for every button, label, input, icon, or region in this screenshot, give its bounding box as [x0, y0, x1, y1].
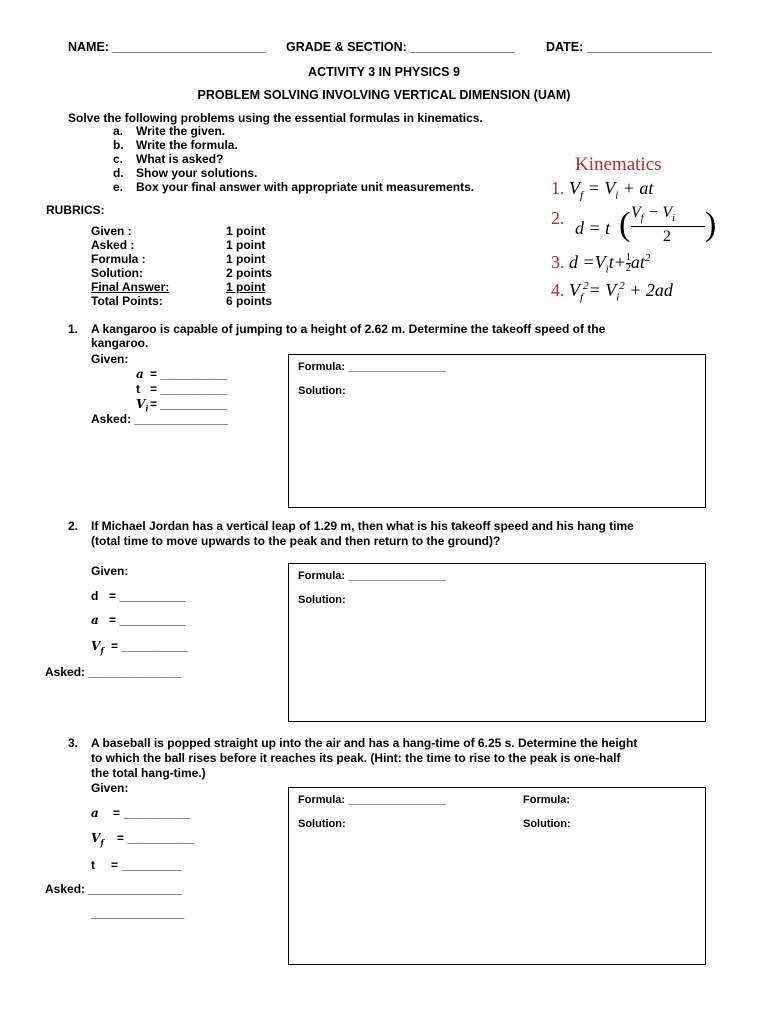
rubric-row: Formula : 1 point — [91, 252, 266, 266]
rubric-row: Given : 1 point — [91, 224, 266, 238]
list-item: b. Write the formula. — [113, 138, 238, 152]
problem-3-number: 3. — [68, 736, 79, 750]
problem-2-asked: Asked: ______________ — [45, 665, 182, 679]
problem-1-text-line2: kangaroo. — [91, 336, 149, 350]
list-item: e. Box your final answer with appropriate unit measurements. — [113, 180, 475, 194]
formula-label: Formula: ________________ — [298, 361, 446, 373]
grade-section-field-label: GRADE & SECTION: _______________ — [286, 40, 515, 54]
date-field-label: DATE: __________________ — [546, 40, 712, 54]
problem-3-asked: Asked: ______________ — [45, 882, 182, 896]
formula-label-2: Formula: — [523, 794, 571, 806]
equation-3: 3. $d =V_it+$ $\frac{1}{2}$ $at^2$ — [551, 252, 651, 276]
solution-label-2: Solution: — [523, 818, 571, 830]
equation-2: 2. d = t ( $V_f - V_i$ 2 ) — [551, 204, 717, 245]
problem-3-given-label: Given: — [91, 781, 129, 795]
kinematics-formula-panel — [545, 154, 745, 304]
problem-2-answer-box[interactable] — [288, 563, 706, 722]
given-row: $V_f$ = __________ — [91, 831, 195, 848]
final-answer-points: 1 point — [226, 280, 266, 294]
problem-3-text-line2: to which the ball rises before it reaches its peak. (Hint: the time to rise to the peak is one-half — [91, 751, 621, 765]
given-row: t = _________ — [91, 858, 182, 872]
given-row: t = __________ — [136, 382, 228, 396]
given-row: a = __________ — [91, 613, 187, 627]
problem-3-asked-line2: ______________ — [91, 906, 185, 920]
given-row: d = __________ — [91, 589, 187, 603]
kinematics-title: Kinematics — [575, 154, 662, 175]
rubric-row: Final Answer: — [91, 280, 170, 294]
problem-3-text-line1: A baseball is popped straight up into the air and has a hang-time of 6.25 s. Determine the height — [91, 736, 638, 750]
solution-label: Solution: — [298, 385, 346, 397]
list-item: c. What is asked? — [113, 152, 224, 166]
instructions-intro: Solve the following problems using the essential formulas in kinematics. — [68, 111, 483, 125]
name-field-label: NAME: ______________________ — [68, 40, 266, 54]
problem-2-text-line2: (total time to move upwards to the peak and then return to the ground)? — [91, 534, 501, 548]
problem-2-given-label: Given: — [91, 564, 129, 578]
equation-1: 1. $V_f = V_i$ + at — [551, 178, 654, 202]
list-item: a. Write the given. — [113, 124, 226, 138]
problem-1-text-line1: A kangaroo is capable of jumping to a height of 2.62 m. Determine the takeoff speed of the — [91, 322, 606, 336]
problem-1-given-label: Given: — [91, 352, 129, 366]
given-row: a = __________ — [136, 367, 228, 381]
problem-3-answer-box[interactable] — [288, 787, 706, 965]
problem-1-number: 1. — [68, 322, 79, 336]
formula-label: Formula: ________________ — [298, 794, 446, 806]
rubrics-table — [91, 224, 272, 308]
solution-label: Solution: — [298, 818, 346, 830]
page-subtitle: PROBLEM SOLVING INVOLVING VERTICAL DIMENSION (UAM) — [197, 88, 571, 102]
rubric-row: Total Points: 6 points — [91, 294, 273, 308]
problem-3-text-line3: the total hang-time.) — [91, 766, 206, 780]
rubric-row: Solution: 2 points — [91, 266, 273, 280]
page-title: ACTIVITY 3 IN PHYSICS 9 — [308, 65, 460, 79]
given-row: $V_i$ = __________ — [136, 397, 228, 414]
list-item: d. Show your solutions. — [113, 166, 258, 180]
problem-2-number: 2. — [68, 519, 79, 533]
rubric-row: Asked : 1 point — [91, 238, 266, 252]
rubrics-title: RUBRICS: — [46, 203, 105, 217]
formula-label: Formula: ________________ — [298, 570, 446, 582]
given-row: a = __________ — [91, 806, 191, 820]
problem-2-text-line1: If Michael Jordan has a vertical leap of 1.29 m, then what is his takeoff speed and his hang time — [91, 519, 634, 533]
steps-list — [113, 124, 474, 194]
problem-1-asked: Asked: ______________ — [91, 412, 228, 426]
solution-label: Solution: — [298, 594, 346, 606]
given-row: $V_f$ = __________ — [91, 639, 189, 656]
problem-1-answer-box[interactable] — [288, 354, 706, 508]
equation-4: 4. $V_f^2= V_i^2 + 2ad$ — [551, 280, 673, 304]
